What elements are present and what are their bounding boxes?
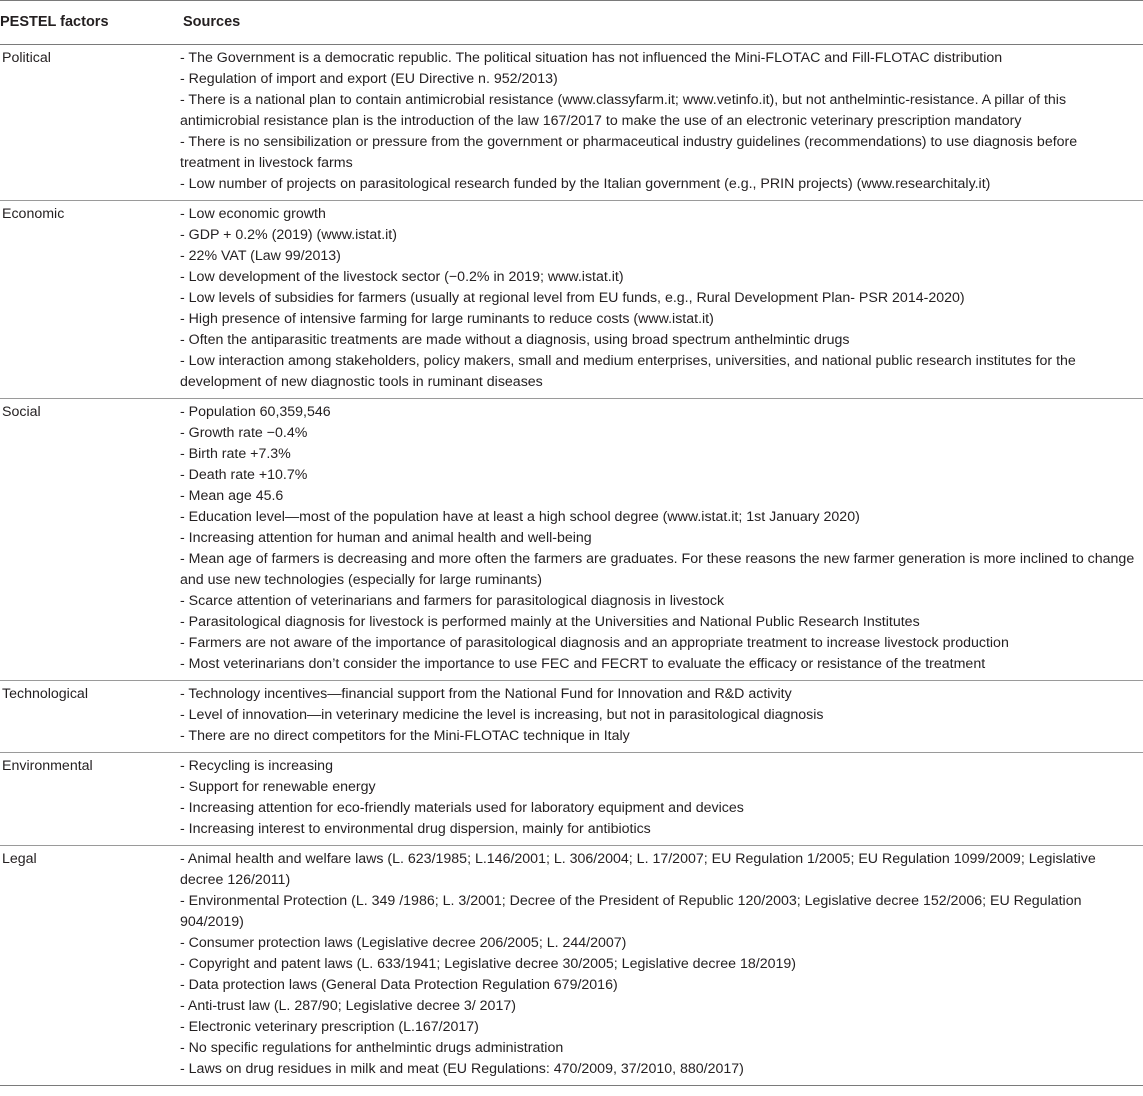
- source-line: - Technology incentives—financial support from the National Fund for Innovation and R&D activity: [180, 686, 792, 702]
- source-line: - Support for renewable energy: [180, 779, 376, 795]
- source-line: - Data protection laws (General Data Protection Regulation 679/2016): [180, 977, 618, 993]
- source-line: - The Government is a democratic republic. The political situation has not influenced the Mini-FLOTAC and Fill-FLOTAC distribution: [180, 50, 1003, 66]
- source-line: - Increasing interest to environmental drug dispersion, mainly for antibiotics: [180, 821, 651, 837]
- header-row: [0, 1, 1143, 45]
- factor-cell: Legal: [0, 846, 177, 1086]
- source-line: - Parasitological diagnosis for livestock is performed mainly at the Universities and National Public Research Institutes: [180, 614, 920, 630]
- source-line: - Low development of the livestock sector (−0.2% in 2019; www.istat.it): [180, 269, 624, 285]
- source-line: - There is no sensibilization or pressure from the government or pharmaceutical industry guidelines (recommendations) to use diagnosis before treatment in livestock farms: [180, 134, 1078, 171]
- source-line: - Environmental Protection (L. 349 /1986; L. 3/2001; Decree of the President of Republic 120/2003; Legislative decree 152/2006; EU Regulation 904/2019): [180, 893, 1082, 930]
- sources-cell: [177, 399, 1143, 681]
- table-body: [0, 45, 1143, 1086]
- source-line: - Electronic veterinary prescription (L.167/2017): [180, 1019, 479, 1035]
- source-line: - Low number of projects on parasitological research funded by the Italian government (e.g., PRIN projects) (www.researchitaly.it): [180, 176, 991, 192]
- source-line: - GDP + 0.2% (2019) (www.istat.it): [180, 227, 397, 243]
- source-line: - Level of innovation—in veterinary medicine the level is increasing, but not in parasitological diagnosis: [180, 707, 824, 723]
- source-line: - Consumer protection laws (Legislative decree 206/2005; L. 244/2007): [180, 935, 627, 951]
- factor-cell: Social: [0, 399, 177, 681]
- table-row-technological: [0, 681, 1143, 753]
- source-line: - Farmers are not aware of the importance of parasitological diagnosis and an appropriate treatment to increase livestock production: [180, 635, 1009, 651]
- header-sources: Sources: [177, 1, 1143, 45]
- factor-cell: Political: [0, 45, 177, 201]
- sources-cell: [177, 201, 1143, 399]
- source-line: - Most veterinarians don’t consider the importance to use FEC and FECRT to evaluate the efficacy or resistance of the treatment: [180, 656, 986, 672]
- source-line: - Population 60,359,546: [180, 404, 331, 420]
- factor-cell: Economic: [0, 201, 177, 399]
- table-header: [0, 1, 1143, 45]
- source-line: - There is a national plan to contain antimicrobial resistance (www.classyfarm.it; www.vetinfo.it), but not anthelmintic-resistance. A pillar of this antimicrobial resistance plan is the introduction of the law 167/2017 to make the use of an electronic veterinary prescription mandatory: [180, 92, 1067, 129]
- sources-cell: [177, 846, 1143, 1086]
- source-line: - Scarce attention of veterinarians and farmers for parasitological diagnosis in livestock: [180, 593, 725, 609]
- source-line: - No specific regulations for anthelmintic drugs administration: [180, 1040, 564, 1056]
- table-row-social: [0, 399, 1143, 681]
- source-line: - Low economic growth: [180, 206, 326, 222]
- source-line: - Anti-trust law (L. 287/90; Legislative decree 3/ 2017): [180, 998, 516, 1014]
- factor-cell: Technological: [0, 681, 177, 753]
- source-line: - High presence of intensive farming for large ruminants to reduce costs (www.istat.it): [180, 311, 714, 327]
- source-line: - Often the antiparasitic treatments are made without a diagnosis, using broad spectrum anthelmintic drugs: [180, 332, 850, 348]
- source-line: - Copyright and patent laws (L. 633/1941; Legislative decree 30/2005; Legislative decree 18/2019): [180, 956, 796, 972]
- source-line: - Low interaction among stakeholders, policy makers, small and medium enterprises, universities, and national public research institutes for the development of new diagnostic tools in ruminant diseases: [180, 353, 1076, 390]
- table-row-economic: [0, 201, 1143, 399]
- source-line: - Growth rate −0.4%: [180, 425, 308, 441]
- source-line: - Birth rate +7.3%: [180, 446, 291, 462]
- source-line: - 22% VAT (Law 99/2013): [180, 248, 341, 264]
- table-row-political: [0, 45, 1143, 201]
- source-line: - Animal health and welfare laws (L. 623/1985; L.146/2001; L. 306/2004; L. 17/2007; EU Regulation 1/2005; EU Regulation 1099/2009; Legislative decree 126/2011): [180, 851, 1096, 888]
- source-line: - Education level—most of the population have at least a high school degree (www.istat.it; 1st January 2020): [180, 509, 860, 525]
- source-line: - Regulation of import and export (EU Directive n. 952/2013): [180, 71, 558, 87]
- table-row-legal: [0, 846, 1143, 1086]
- source-line: - Death rate +10.7%: [180, 467, 308, 483]
- source-line: - There are no direct competitors for the Mini-FLOTAC technique in Italy: [180, 728, 630, 744]
- header-pestel-factors: PESTEL factors: [0, 1, 177, 45]
- source-line: - Increasing attention for human and animal health and well-being: [180, 530, 592, 546]
- source-line: - Mean age of farmers is decreasing and more often the farmers are graduates. For these reasons the new farmer generation is more inclined to change and use new technologies (especially for large ruminants): [180, 551, 1135, 588]
- factor-cell: Environmental: [0, 753, 177, 846]
- source-line: - Recycling is increasing: [180, 758, 333, 774]
- sources-cell: [177, 753, 1143, 846]
- source-line: - Mean age 45.6: [180, 488, 284, 504]
- sources-cell: [177, 681, 1143, 753]
- source-line: - Laws on drug residues in milk and meat (EU Regulations: 470/2009, 37/2010, 880/2017): [180, 1061, 744, 1077]
- source-line: - Increasing attention for eco-friendly materials used for laboratory equipment and devices: [180, 800, 744, 816]
- source-line: - Low levels of subsidies for farmers (usually at regional level from EU funds, e.g., Rural Development Plan- PSR 2014-2020): [180, 290, 965, 306]
- table-row-environmental: [0, 753, 1143, 846]
- sources-cell: [177, 45, 1143, 201]
